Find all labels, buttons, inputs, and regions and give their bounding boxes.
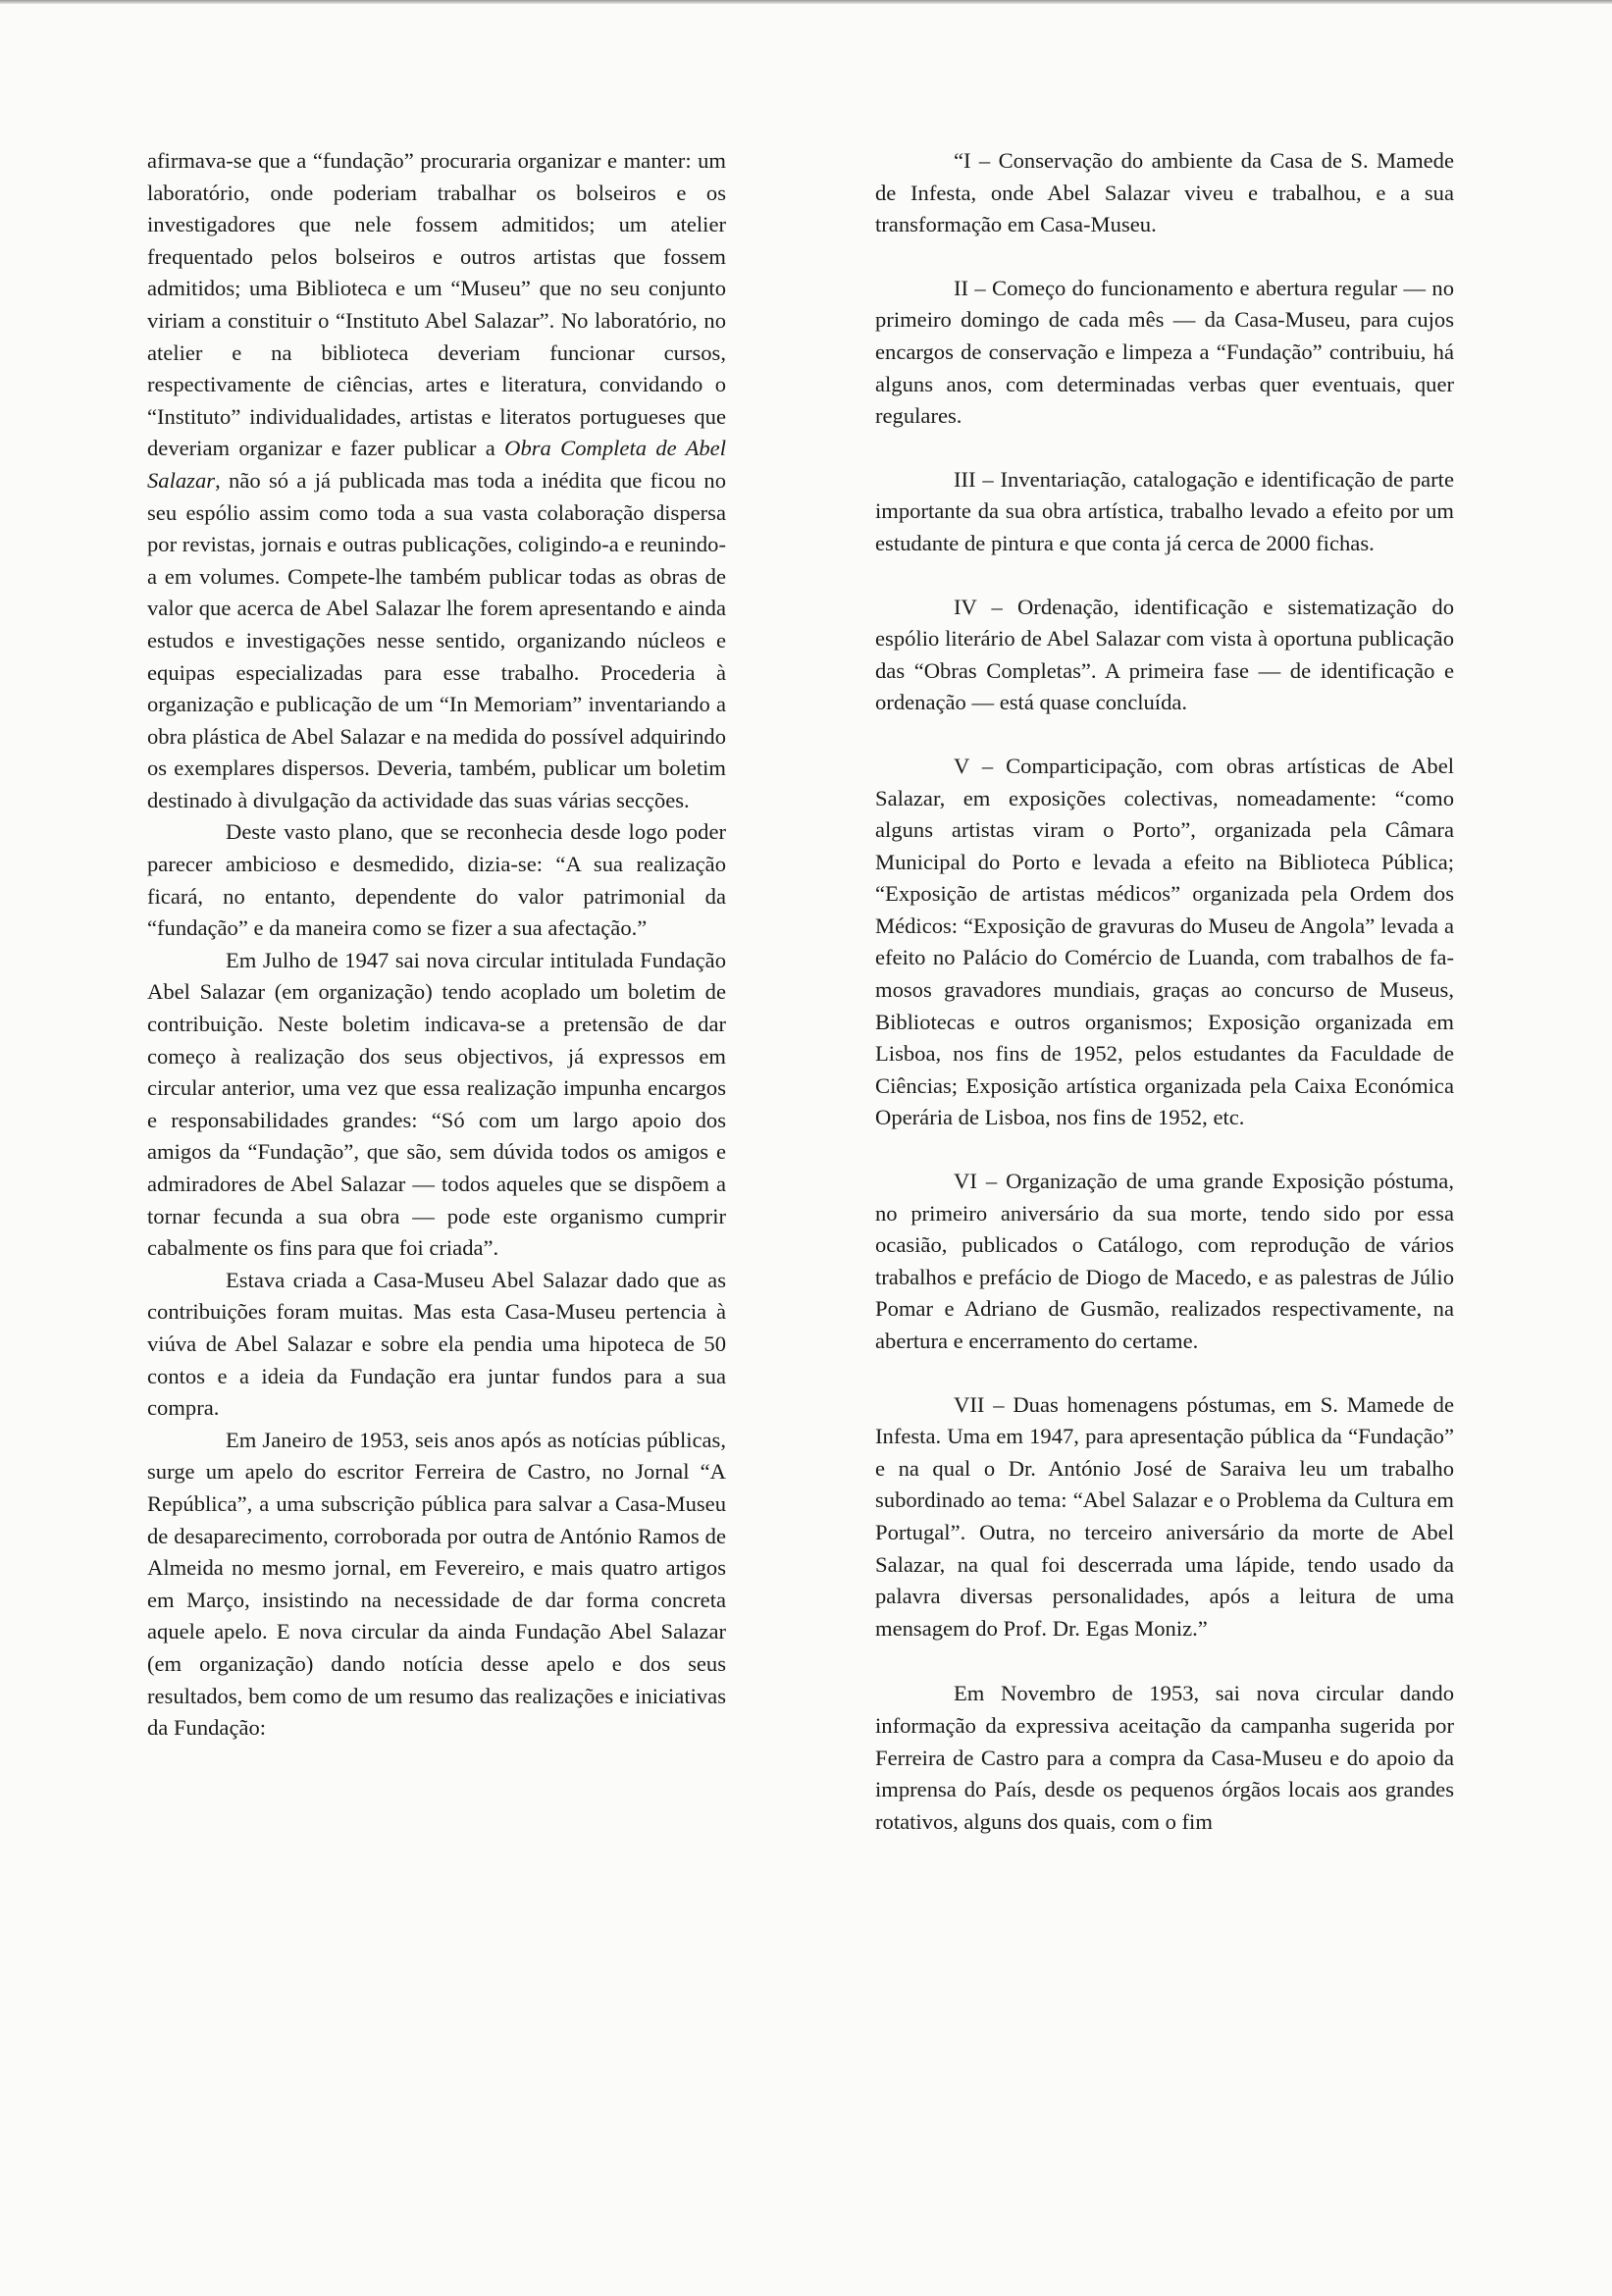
- left-paragraph-5: Em Janeiro de 1953, seis anos após as notícias públicas, surge um apelo do escritor Ferreira de Castro, no Jornal “A República”, a uma subscrição pública para salvar a Casa-Museu de desaparecimento, corroborada por outra de António Ramos de Almeida no mesmo jornal, em Fevereiro, e mais quatro artigos em Março, insistindo na necessidade de dar forma concreta aquele apelo. E nova circular da ainda Fundação Abel Salazar (em organização) dando notícia desse apelo e dos seus resultados, bem como de um resumo das realizações e iniciativas da Fundação:: [147, 1427, 726, 1741]
- text-span: afirmava-se que a “fundação” procuraria organizar e manter: um laboratório, onde poderiam trabalhar os bolseiros e os investigadores que nele fossem admitidos; um atelier frequentado pelos bolseiros e outros artistas que fossem admitidos; uma Biblioteca e um “Museu” que no seu conjunto viriam a constituir o “Instituto Abel Salazar”. No laboratório, no atelier e na biblioteca deveriam funcionar cursos, respectivamente de ciências, artes e literatura, convidando o “Instituto” individualidades, artistas e literatos portugueses que deveriam organizar e fazer publicar a: [147, 148, 726, 461]
- left-paragraph-3: Em Julho de 1947 sai nova circular intitulada Fundação Abel Salazar (em organização) tendo acoplado um boletim de contribuição. Neste boletim indicava-se a pretensão de dar começo à realização dos seus objectivos, já expressos em circular anterior, uma vez que essa realização impunha encargos e responsabilidades grandes: “Só com um largo apoio dos amigos da “Fundação”, que são, sem dúvida todos os amigos e admiradores de Abel Salazar — todos aqueles que se dispõem a tornar fecunda a sua obra — pode este organismo cumprir cabalmente os fins para que foi criada”.: [147, 947, 726, 1261]
- right-column: [875, 145, 1454, 1838]
- list-item-6: VI – Organização de uma grande Exposição póstuma, no primeiro aniversário da sua morte, tendo sido por essa ocasião, publicados o Catálogo, com reprodução de vários trabalhos e prefácio de Diogo de Macedo, e as palestras de Júlio Pomar e Adriano de Gusmão, realizados respectivamente, na abertura e encerramento do certame.: [875, 1169, 1454, 1353]
- text-span: , não só a já publicada mas toda a inédita que ficou no seu espólio assim como toda a sua vasta colaboração dispersa por revistas, jornais e outras publicações, coligindo-a e reunindo-a em volumes. Compete-lhe também publicar todas as obras de valor que acerca de Abel Salazar lhe forem apresentando e ainda estudos e investigações nesse sentido, organizando núcleos e equipas especializadas para esse trabalho. Procederia à organização e publicação de um “In Memoriam” inventariando a obra plástica de Abel Salazar e na medida do possível adquirindo os exemplares dispersos. Deveria, também, publicar um boletim destinado à divulgação da actividade das suas várias secções.: [147, 467, 726, 812]
- left-paragraph-2: Deste vasto plano, que se reconhecia desde logo poder parecer ambicioso e desmedido, dizia-se: “A sua realização ficará, no entanto, dependente do valor patrimonial da “fundação” e da maneira como se fizer a sua afectação.”: [147, 819, 726, 941]
- list-item-3: III – Inventariação, catalogação e identificação de parte importante da sua obra artística, trabalho levado a efeito por um estudante de pintura e que conta já cerca de 2000 fichas.: [875, 466, 1454, 555]
- list-item-7: VII – Duas homenagens póstumas, em S. Mamede de Infesta. Uma em 1947, para apresentação pública da “Fundação” e na qual o Dr. António José de Saraiva leu um trabalho subordinado ao tema: “Abel Salazar e o Problema da Cultura em Portugal”. Outra, no terceiro aniversário da morte de Abel Salazar, na qual foi descerrada uma lápide, tendo usado da palavra diversas personalidades, após a leitura de uma mensagem do Prof. Dr. Egas Moniz.”: [875, 1391, 1454, 1641]
- page-top-edge: [0, 0, 1612, 4]
- list-item-1: “I – Conservação do ambiente da Casa de S. Mamede de Infesta, onde Abel Salazar viveu e trabalhou, e a sua transformação em Casa-Museu.: [875, 148, 1454, 237]
- list-item-5: V – Comparticipação, com obras artísticas de Abel Salazar, em exposições colectivas, nomeadamente: “como alguns artistas viram o Porto”, organizada pela Câmara Municipal do Porto e levada a efeito na Biblioteca Pública; “Exposição de artistas médicos” organizada pela Ordem dos Médicos: “Exposição de gravuras do Museu de Angola” levada a efeito no Palácio do Comércio de Luanda, com trabalhos de famosos gravadores mundiais, graças ao concurso de Museus, Bibliotecas e outros organismos; Exposição organizada em Lisboa, nos fins de 1952, pelos estudantes da Faculdade de Ciências; Exposição artística organizada pela Caixa Económica Operária de Lisboa, nos fins de 1952, etc.: [875, 753, 1454, 1130]
- list-item-2: II – Começo do funcionamento e abertura regular — no primeiro domingo de cada mês — da Casa-Museu, para cujos encargos de conservação e limpeza a “Fundação” contribuiu, há alguns anos, com determinadas verbas quer eventuais, quer regulares.: [875, 275, 1454, 429]
- left-paragraph-1: [147, 145, 726, 816]
- left-paragraph-4: Estava criada a Casa-Museu Abel Salazar dado que as contribuições foram muitas. Mas esta Casa-Museu pertencia à viúva de Abel Salazar e sobre ela pendia uma hipoteca de 50 contos e a ideia da Fundação era juntar fundos para a sua compra.: [147, 1267, 726, 1421]
- left-column: [147, 145, 726, 1745]
- list-item-4: IV – Ordenação, identificação e sistematização do espólio literário de Abel Salazar com vista à oportuna publicação das “Obras Completas”. A primeira fase — de identificação e ordenação — está quase concluída.: [875, 594, 1454, 715]
- closing-paragraph: Em Novembro de 1953, sai nova circular dando informação da expressiva aceitação da campanha sugerida por Ferreira de Castro para a compra da Casa-Museu e do apoio da imprensa do País, desde os pequenos órgãos locais aos grandes rotativos, alguns dos quais, com o fim: [875, 1681, 1454, 1834]
- book-title-italic: Obra Completa de Abel Salazar: [147, 436, 726, 493]
